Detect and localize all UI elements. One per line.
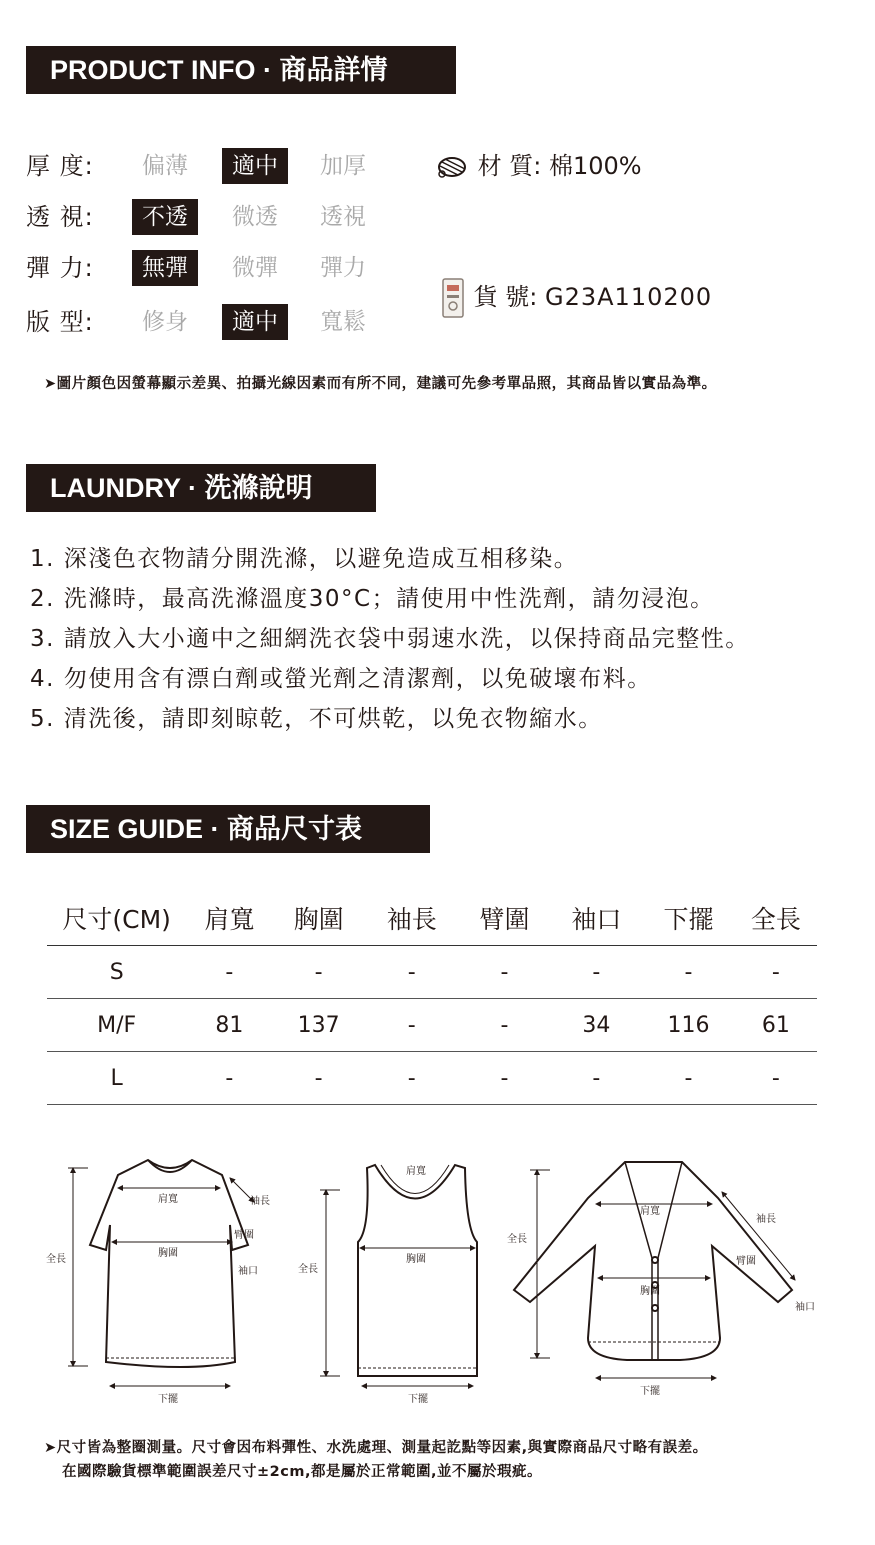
size-value-cell: - — [550, 946, 642, 999]
size-column-header: 袖長 — [365, 891, 459, 946]
size-value-cell: 34 — [550, 999, 642, 1052]
material-label: 材 質: — [477, 152, 542, 180]
size-row — [47, 946, 817, 999]
size-value-cell: - — [459, 999, 551, 1052]
tank-chest-label: 胸圍 — [406, 1254, 426, 1265]
laundry-instruction: 4. 勿使用含有漂白劑或螢光劑之清潔劑，以免破壞布料。 — [30, 666, 652, 692]
tank-hem-label: 下擺 — [408, 1394, 428, 1405]
material-value: 棉100% — [549, 152, 642, 180]
size-value-cell: - — [186, 946, 272, 999]
tshirt-arm-label: 臂圍 — [234, 1230, 254, 1241]
size-value-cell: - — [272, 946, 364, 999]
attribute-label: 厚 度: — [26, 152, 94, 180]
size-table-header-row — [47, 891, 817, 946]
material-spec — [436, 146, 642, 186]
cardigan-chest-label: 胸圍 — [640, 1286, 660, 1297]
size-note-line2: 在國際驗貨標準範圍誤差尺寸±2cm,都是屬於正常範圍,並不屬於瑕疵。 — [62, 1464, 542, 1480]
tag-icon — [440, 276, 466, 320]
attribute-label: 彈 力: — [26, 254, 94, 282]
product-info-header: PRODUCT INFO · 商品詳情 — [26, 46, 456, 94]
size-value-cell: - — [365, 999, 459, 1052]
tshirt-sleeve-label: 袖長 — [250, 1196, 270, 1207]
size-value-cell: - — [735, 1052, 817, 1105]
attribute-option: 修身 — [142, 309, 188, 335]
item-number-label: 貨 號: — [473, 283, 538, 311]
yarn-icon — [436, 154, 470, 180]
attribute-option: 偏薄 — [142, 153, 188, 179]
size-value-cell: - — [642, 1052, 734, 1105]
size-label-cell: L — [47, 1052, 186, 1105]
size-value-cell: - — [186, 1052, 272, 1105]
cardigan-arm-label: 臂圍 — [736, 1256, 756, 1267]
size-value-cell: - — [459, 1052, 551, 1105]
laundry-header: LAUNDRY · 洗滌說明 — [26, 464, 376, 512]
attribute-option: 寬鬆 — [320, 309, 366, 335]
size-column-header: 下擺 — [642, 891, 734, 946]
tshirt-cuff-label: 袖口 — [238, 1266, 258, 1277]
tshirt-diagram — [90, 1160, 248, 1367]
tshirt-hem-label: 下擺 — [158, 1394, 178, 1405]
laundry-instruction: 3. 請放入大小適中之細網洗衣袋中弱速水洗，以保持商品完整性。 — [30, 626, 750, 652]
size-row — [47, 999, 817, 1052]
size-value-cell: - — [642, 946, 734, 999]
size-column-header: 肩寬 — [186, 891, 272, 946]
cardigan-sleeve-label: 袖長 — [756, 1214, 776, 1225]
size-column-header: 胸圍 — [272, 891, 364, 946]
tank-diagram — [358, 1165, 477, 1376]
attribute-label: 透 視: — [26, 203, 94, 231]
size-value-cell: 81 — [186, 999, 272, 1052]
size-value-cell: - — [459, 946, 551, 999]
size-value-cell: - — [365, 1052, 459, 1105]
tank-shoulder-label: 肩寬 — [406, 1166, 426, 1177]
cardigan-cuff-label: 袖口 — [795, 1302, 815, 1313]
size-column-header: 尺寸(CM) — [47, 891, 186, 946]
size-value-cell: - — [272, 1052, 364, 1105]
size-guide-header: SIZE GUIDE · 商品尺寸表 — [26, 805, 430, 853]
cardigan-hem-label: 下擺 — [640, 1386, 660, 1397]
size-value-cell: 137 — [272, 999, 364, 1052]
attribute-option-selected: 無彈 — [132, 250, 198, 286]
size-value-cell: - — [735, 946, 817, 999]
attribute-option: 加厚 — [320, 153, 366, 179]
cardigan-shoulder-label: 肩寬 — [640, 1206, 660, 1217]
size-table — [47, 891, 817, 1105]
measurement-diagrams — [40, 1150, 830, 1405]
cardigan-length-label: 全長 — [507, 1234, 527, 1245]
size-row — [47, 1052, 817, 1105]
attribute-option: 彈力 — [320, 255, 366, 281]
size-value-cell: 61 — [735, 999, 817, 1052]
tshirt-shoulder-label: 肩寬 — [158, 1194, 178, 1205]
size-column-header: 全長 — [735, 891, 817, 946]
size-note-line1: ➤尺寸皆為整圈測量。尺寸會因布料彈性、水洗處理、測量起訖點等因素,與實際商品尺寸略有誤差。 — [44, 1440, 708, 1456]
attribute-label: 版 型: — [26, 308, 94, 336]
attribute-option-selected: 適中 — [222, 304, 288, 340]
item-number-spec — [440, 276, 712, 316]
attribute-option: 透視 — [320, 204, 366, 230]
size-value-cell: - — [550, 1052, 642, 1105]
attribute-option: 微彈 — [232, 255, 278, 281]
attribute-option: 微透 — [232, 204, 278, 230]
attribute-option-selected: 不透 — [132, 199, 198, 235]
tank-length-label: 全長 — [298, 1264, 318, 1275]
laundry-instruction: 2. 洗滌時，最高洗滌溫度30°C；請使用中性洗劑，請勿浸泡。 — [30, 586, 715, 612]
attribute-option-selected: 適中 — [222, 148, 288, 184]
size-column-header: 袖口 — [550, 891, 642, 946]
color-disclaimer: ➤圖片顏色因螢幕顯示差異、拍攝光線因素而有所不同，建議可先參考單品照，其商品皆以實品為準。 — [44, 376, 717, 392]
laundry-instruction: 1. 深淺色衣物請分開洗滌，以避免造成互相移染。 — [30, 546, 579, 572]
size-column-header: 臂圍 — [459, 891, 551, 946]
laundry-instruction: 5. 清洗後，請即刻晾乾，不可烘乾，以免衣物縮水。 — [30, 706, 603, 732]
tshirt-length-label: 全長 — [46, 1254, 66, 1265]
item-number-value: G23A110200 — [545, 283, 713, 311]
size-label-cell: M/F — [47, 999, 186, 1052]
size-value-cell: - — [365, 946, 459, 999]
size-value-cell: 116 — [642, 999, 734, 1052]
size-label-cell: S — [47, 946, 186, 999]
tshirt-chest-label: 胸圍 — [158, 1248, 178, 1259]
